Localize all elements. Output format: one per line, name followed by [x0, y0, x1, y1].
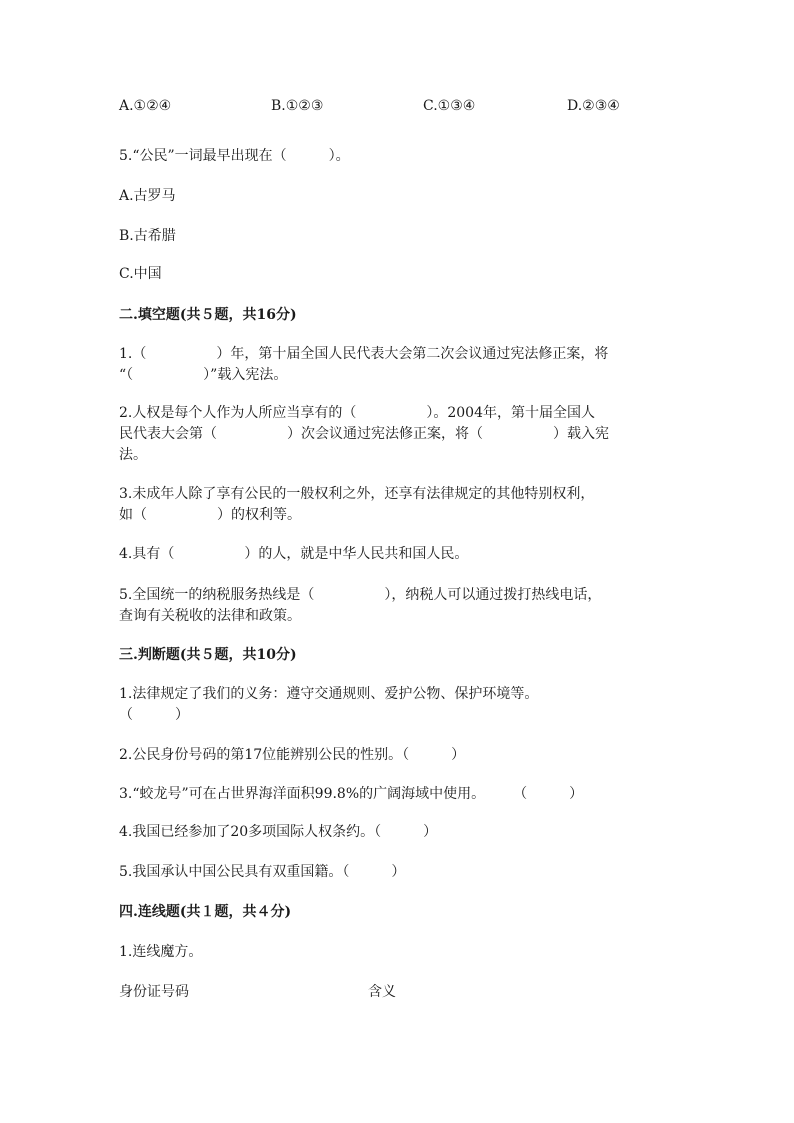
- judge-4: 4.我国已经参加了20多项国际人权条约。（ ）: [119, 824, 438, 840]
- matching-left-label: 身份证号码: [119, 984, 189, 1000]
- option-d: D.②③④: [567, 98, 620, 114]
- judge-1-line-2: （ ）: [119, 707, 189, 723]
- fill-1-line-2: “（ ）”载入宪法。: [119, 367, 288, 383]
- fill-5-line-1: 5.全国统一的纳税服务热线是（ ），纳税人可以通过拨打热线电话，: [119, 587, 602, 603]
- judge-1-line-1: 1.法律规定了我们的义务：遵守交通规则、爱护公物、保护环境等。: [119, 686, 539, 702]
- option-b: B.①②③: [271, 98, 324, 114]
- question-5-option-a: A.古罗马: [119, 188, 176, 204]
- judge-3: 3.“蛟龙号”可在占世界海洋面积99.8%的广阔海域中使用。 （ ）: [119, 786, 584, 802]
- fill-3-line-2: 如（ ）的权利等。: [119, 507, 301, 523]
- section-2-title: 二.填空题(共５题，共16分): [119, 307, 297, 323]
- option-a: A.①②④: [119, 98, 172, 114]
- section-3-title: 三.判断题(共５题，共10分): [119, 647, 297, 663]
- section-4-title: 四.连线题(共１题，共４分): [119, 904, 292, 920]
- fill-2-line-2: 民代表大会第（ ）次会议通过宪法修正案，将（ ）载入宪: [119, 426, 609, 442]
- judge-5: 5.我国承认中国公民具有双重国籍。（ ）: [119, 864, 406, 880]
- question-5-option-c: C.中国: [119, 266, 162, 282]
- matching-right-label: 含义: [368, 984, 396, 1000]
- fill-1-line-1: 1.（ ）年，第十届全国人民代表大会第二次会议通过宪法修正案，将: [119, 346, 609, 362]
- fill-2-line-3: 法。: [119, 447, 147, 463]
- fill-2-line-1: 2.人权是每个人作为人所应当享有的（ ）。2004年，第十届全国人: [119, 405, 595, 421]
- judge-2: 2.公民身份号码的第17位能辨别公民的性别。（ ）: [119, 747, 466, 763]
- matching-question: 1.连线魔方。: [119, 944, 203, 960]
- option-c: C.①③④: [423, 98, 476, 114]
- fill-5-line-2: 查询有关税收的法律和政策。: [119, 608, 301, 624]
- question-5-stem: 5.“公民”一词最早出现在（ ）。: [119, 148, 350, 164]
- question-5-option-b: B.古希腊: [119, 228, 176, 244]
- fill-3-line-1: 3.未成年人除了享有公民的一般权利之外，还享有法律规定的其他特别权利，: [119, 486, 595, 502]
- fill-4-line-1: 4.具有（ ）的人，就是中华人民共和国人民。: [119, 546, 469, 562]
